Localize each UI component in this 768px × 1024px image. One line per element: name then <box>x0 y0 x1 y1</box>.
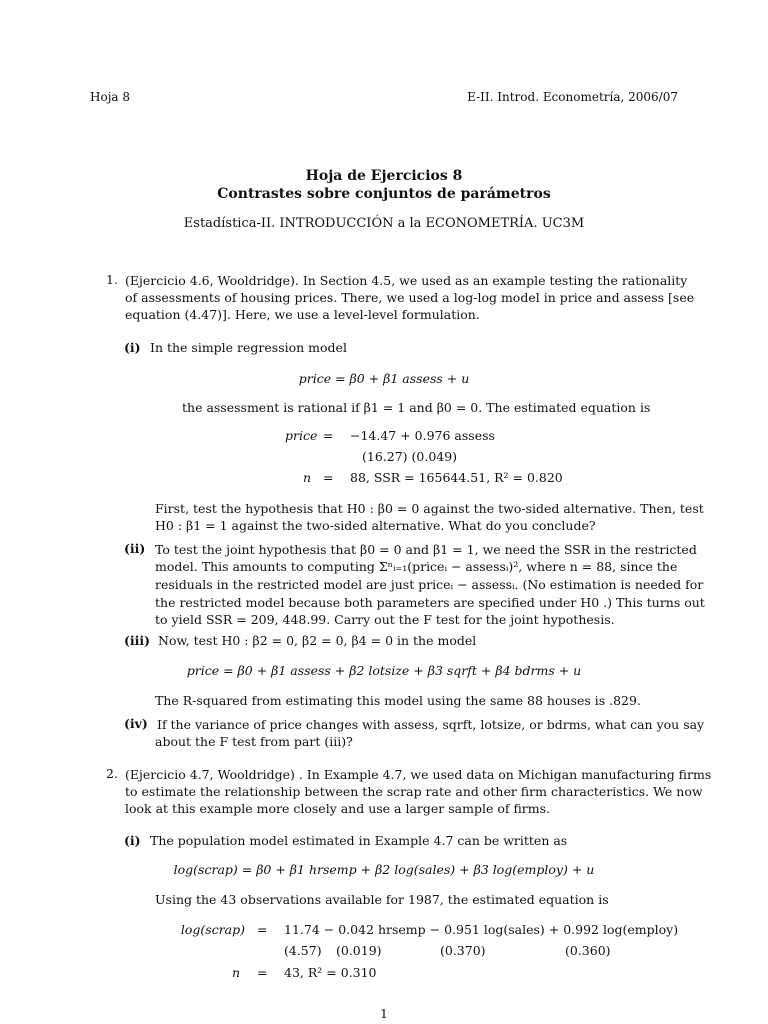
ex1-i-after-2: H0 : β1 = 1 against the two-sided alternative. What do you conclude? <box>155 518 596 533</box>
ex1-i-after-1: First, test the hypothesis that H0 : β0 = 0 against the two-sided alternative. Then, test <box>155 501 704 516</box>
ex1-iii-model: price = β0 + β1 assess + β2 lotsize + β3 sqrft + β4 bdrms + u <box>186 663 582 678</box>
ex1-intro-3: equation (4.47)]. Here, we use a level-level formulation. <box>125 307 480 322</box>
ex2-se-4: (0.360) <box>565 943 611 958</box>
ex2-i-text: The population model estimated in Example 4.7 can be written as <box>150 833 568 848</box>
ex2-n-eq: = <box>257 965 268 980</box>
ex2-eq-eq: = <box>257 922 268 937</box>
ex1-intro-2: of assessments of housing prices. There, we used a log-log model in price and assess [see <box>125 290 695 305</box>
ex2-se-1: (4.57) <box>284 943 322 958</box>
ex2-intro-2: to estimate the relationship between the scrap rate and other firm characteristics. We now <box>125 784 703 799</box>
ex2-i-model: log(scrap) = β0 + β1 hrsemp + β2 log(sales) + β3 log(employ) + u <box>173 862 595 877</box>
ex1-i-model: price = β0 + β1 assess + u <box>298 371 470 386</box>
ex2-n-rhs: 43, R² = 0.310 <box>284 965 377 980</box>
ex2-eq-lhs: log(scrap) <box>180 922 245 937</box>
ex2-se-3: (0.370) <box>440 943 486 958</box>
ex1-iv-line-1: If the variance of price changes with assess, sqrft, lotsize, or bdrms, what can you say <box>157 717 705 732</box>
ex1-ii-line-3: residuals in the restricted model are just priceᵢ − assessᵢ. (No estimation is needed for <box>155 577 704 592</box>
ex1-i-label: (i) <box>124 340 141 355</box>
ex2-se-2: (0.019) <box>336 943 382 958</box>
ex2-n-lhs: n <box>232 965 241 980</box>
ex1-n-eq: = <box>323 470 334 485</box>
ex1-eq-lhs: price <box>285 428 318 443</box>
header-left: Hoja 8 <box>90 90 131 104</box>
ex1-eq-se: (16.27) (0.049) <box>362 449 458 464</box>
ex1-ii-line-4: the restricted model because both parameters are specified under H0 .) This turns out <box>155 595 705 610</box>
ex1-n-lhs: n <box>303 470 312 485</box>
ex1-eq-eq: = <box>323 428 334 443</box>
course-name: Estadística-II. INTRODUCCIÓN a la ECONOMETRÍA. UC3M <box>183 216 585 231</box>
page-number: 1 <box>380 1006 388 1021</box>
ex1-number: 1. <box>106 272 118 287</box>
ex1-n-rhs: 88, SSR = 165644.51, R² = 0.820 <box>350 470 563 485</box>
ex2-i-obs: Using the 43 observations available for 1987, the estimated equation is <box>155 892 609 907</box>
page-title: Hoja de Ejercicios 8 <box>305 168 463 184</box>
ex1-i-rational: the assessment is rational if β1 = 1 and β0 = 0. The estimated equation is <box>182 400 651 415</box>
ex1-ii-line-2: model. This amounts to computing Σⁿᵢ₌₁(priceᵢ − assessᵢ)², where n = 88, since the <box>155 559 678 574</box>
ex2-eq-rhs: 11.74 − 0.042 hrsemp − 0.951 log(sales) + 0.992 log(employ) <box>284 922 679 937</box>
ex1-iv-line-2: about the F test from part (iii)? <box>155 734 353 749</box>
ex2-i-label: (i) <box>124 833 141 848</box>
ex1-iii-text: Now, test H0 : β2 = 0, β2 = 0, β4 = 0 in the model <box>158 633 477 648</box>
ex1-eq-rhs: −14.47 + 0.976 assess <box>350 428 495 443</box>
ex1-ii-line-1: To test the joint hypothesis that β0 = 0 and β1 = 1, we need the SSR in the restricted <box>155 542 697 557</box>
ex2-intro-1: (Ejercicio 4.7, Wooldridge) . In Example 4.7, we used data on Michigan manufacturing firms <box>125 767 712 782</box>
page-subtitle: Contrastes sobre conjuntos de parámetros <box>217 186 551 202</box>
ex2-number: 2. <box>106 766 118 781</box>
ex1-i-text: In the simple regression model <box>150 340 347 355</box>
ex1-ii-label: (ii) <box>124 541 146 556</box>
ex1-intro-1: (Ejercicio 4.6, Wooldridge). In Section 4.5, we used as an example testing the rationality <box>125 273 688 288</box>
ex1-iii-label: (iii) <box>124 633 151 648</box>
ex1-iv-label: (iv) <box>124 716 148 731</box>
ex1-iii-after: The R-squared from estimating this model using the same 88 houses is .829. <box>155 693 641 708</box>
ex2-intro-3: look at this example more closely and use a larger sample of firms. <box>125 801 551 816</box>
ex1-ii-line-5: to yield SSR = 209, 448.99. Carry out the F test for the joint hypothesis. <box>155 612 615 627</box>
header-right: E-II. Introd. Econometría, 2006/07 <box>467 90 678 104</box>
